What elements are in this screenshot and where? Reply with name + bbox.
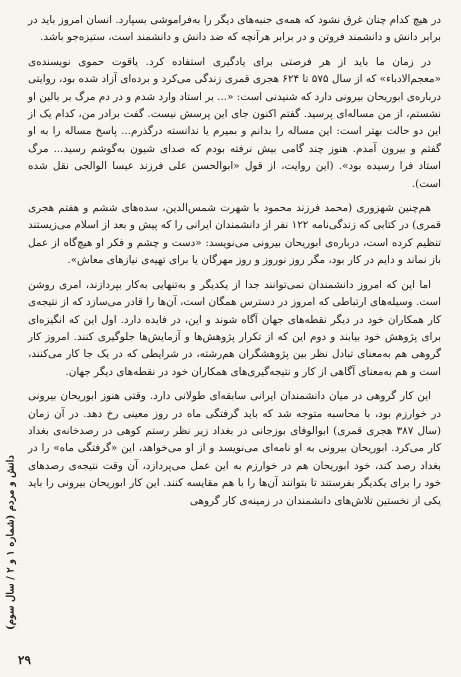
- page-number: ۲۹: [18, 653, 31, 667]
- paragraph-2: در زمان ما باید از هر فرصتی برای یادگیری استفاده کرد. یاقوت حموی نویسنده‌ی «معجم‌الادباء» که از سال ۵۷۵ تا ۶۲۴ هجری قمری زندگی می‌کرد و برده‌ای آزاد شده بود، روایتی درباره‌ی ابوریحان بیرونی دارد که شنیدنی است: «... بر استاد وارد شدم و در دم مرگ بر بالین او نشستم، از من مساله‌ای پرسید. گفتم اکنون جای این پرسش نیست. گفت برادر من، کدام یک از این دو حالت بهتر است: این مساله را بدانم و بمیرم یا ندانسته درگذرم... پاسخ مساله را به او گفتم و بیرون آمدم. هنوز چند گامی بیش نرفته بودم که صدای شیون به‌گوشم رسید... مرگ استاد فرا رسیده بود». (این روایت، از قول «ابوالحسن علی فرزند عیسا الوالجی نقل شده است).: [28, 55, 441, 190]
- article-body: [28, 12, 441, 517]
- paragraph-4: اما این که امروز دانشمندان نمی‌توانند جدا از یکدیگر و به‌تنهایی به‌کار بپردازند، امری روشن است. وسیله‌های ارتباطی که امروز در دسترس همگان است، آن‌ها را قادر می‌سازد که از نتیجه‌ی کار همکاران خود در دیگر نقطه‌های جهان آگاه شوند و این، در فایده دارد. اول این که انگیزه‌ای برای پژوهش خود بیابند و دوم این که از تکرار پژوهش‌ها و آزمایش‌ها جلوگیری کنند. امروز کار گروهی هم به‌معنای تبادل نظر بین پژوهشگران هم‌رشته، در شرایطی که در یک جا کار می‌کنند، است و هم به‌معنای آگاهی از کار و نتیجه‌گیری‌های همکاران خود در نقطه‌های دیگر جهان.: [28, 278, 441, 378]
- paragraph-1: در هیچ کدام چنان غرق نشود که همه‌ی جنبه‌های دیگر را به‌فراموشی بسپارد. انسان امروز باید در برابر دانش و دانشمند فروتن و در برابر هرآنچه که ضد دانش و دانشمند است، ستیزه‌جو باشد.: [28, 14, 441, 44]
- paragraph-3: هم‌چنین شهزوری (محمد فرزند محمود با شهرت شمس‌الدین، سده‌های ششم و هفتم هجری قمری) در کتابی که زندگی‌نامه ۱۲۲ نفر از دانشمندان ایرانی را که پیش و بعد از اسلام می‌زیستند تنظیم کرده است، درباره‌ی ابوریحان بیرونی می‌نویسد: «دست و چشم و فکر او هیچ‌گاه از عمل باز نماند و دایم در کار بود، مگر روز نوروز و روز مهرگان یا برای تهیه‌ی نیازهای معاش».: [28, 202, 441, 267]
- journal-running-title: دانش و مردم (شماره ۱ و ۲ / سال سوم): [5, 455, 17, 630]
- paragraph-5: این کار گروهی در میان دانشمندان ایرانی سابقه‌ای طولانی دارد. وقتی هنوز ابوریحان بیرونی در خوارزم بود، با محاسبه متوجه شد که باید گرفتگی ماه در روز معینی رخ دهد. در آن زمان (سال ۳۸۷ هجری قمری) ابوالوفای بوزجانی در بغداد زیر نظر رستم کوهی در رصدخانه‌ی بغداد کار می‌کرد. ابوریحان بیرونی به او نامه‌ای می‌نویسد و از او می‌خواهد، این «گرفتگی ماه» را در بغداد رصد کند، خود ابوریحان هم در خوارزم به این عمل می‌پردازد، آن وقت نتیجه‌ی رصدهای خود را برای یکدیگر بفرستند تا بتوانند آن‌ها را با هم مقایسه کنند. این کار ابوریحان بیرونی را باید یکی از نخستین تلاش‌های دانشمندان در زمینه‌ی کار گروهی: [28, 390, 442, 507]
